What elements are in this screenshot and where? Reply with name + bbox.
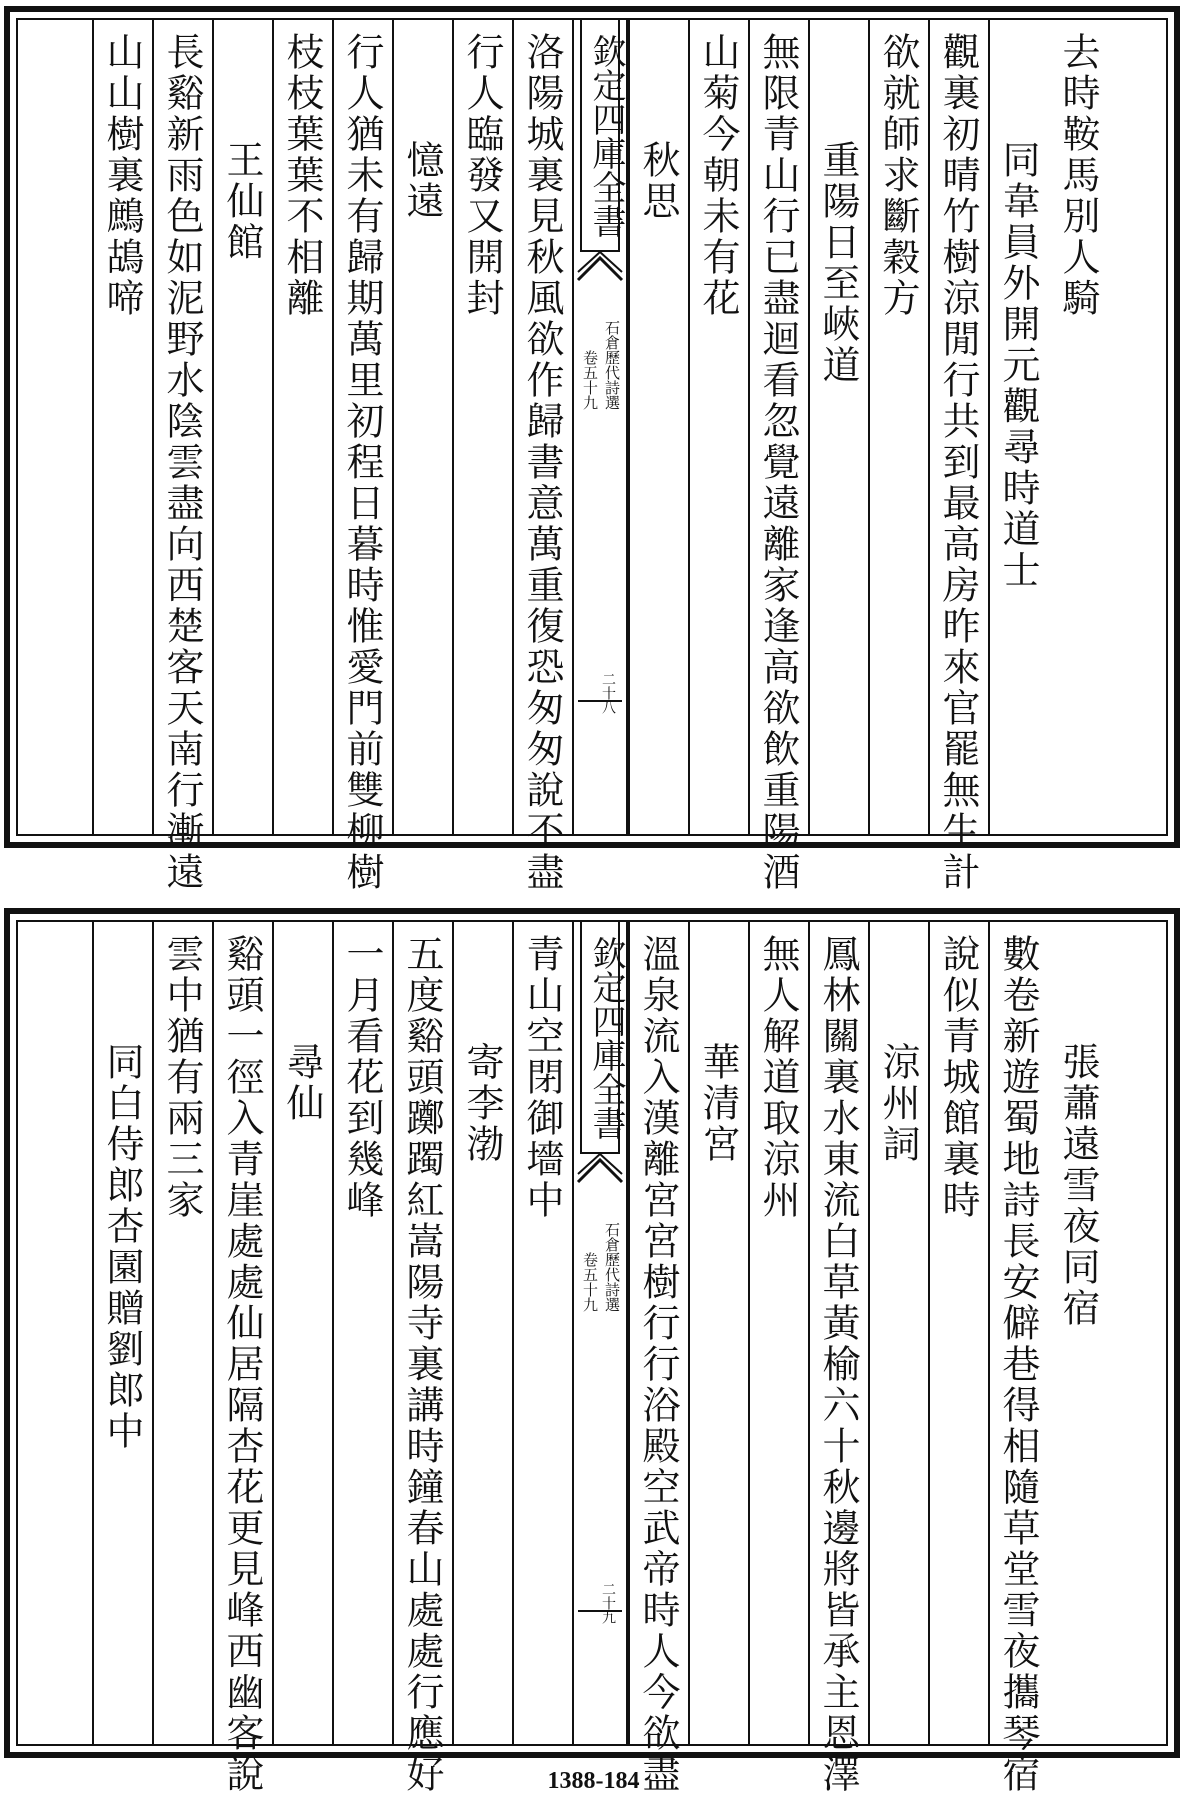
text-column: [988, 922, 1048, 1795]
text-column: [92, 20, 152, 834]
column-text: 觀裏初晴竹樹涼閒行共到最高房昨來官罷無生計: [936, 32, 980, 893]
text-column: [332, 922, 392, 1744]
column-text: 秋思: [636, 140, 680, 222]
column-text: 行人臨發又開封: [460, 32, 504, 319]
text-column: [272, 20, 332, 834]
text-column: [808, 922, 868, 1795]
fishtail-mark: [574, 252, 626, 282]
spine-title-box: [580, 922, 626, 1154]
text-column: [988, 20, 1048, 834]
column-text: 行人猶未有歸期萬里初程日暮時惟愛門前雙柳樹: [340, 32, 384, 893]
column-text: 王仙館: [220, 140, 264, 263]
column-text: 數卷新遊蜀地詩長安僻巷得相隨草堂雪夜攜琴宿: [996, 934, 1040, 1795]
column-text: 欲就師求斷穀方: [876, 32, 920, 319]
column-text: 寄李渤: [460, 1042, 504, 1165]
column-text: 無人解道取涼州: [756, 934, 800, 1221]
spine-leaf-number: 二十九: [600, 1582, 616, 1624]
column-text: 張蕭遠雪夜同宿: [1056, 1042, 1100, 1329]
column-text: 鳳林關裏水東流白草黃榆六十秋邊將皆承主恩澤: [816, 934, 860, 1795]
column-text: 山山樹裏鷓鴣啼: [100, 32, 144, 319]
column-text: 去時鞍馬別人騎: [1056, 32, 1100, 319]
spine-leaf-number: 二十八: [600, 672, 616, 714]
column-text: 谿頭一徑入青崖處處仙居隔杏花更見峰西幽客說: [220, 934, 264, 1795]
column-text: 憶遠: [400, 140, 444, 222]
text-column: [1048, 20, 1108, 834]
column-text: 雲中猶有兩三家: [160, 934, 204, 1221]
text-column: [868, 20, 928, 834]
spine-book-title: 石倉歷代詩選: [603, 320, 621, 410]
spine: [572, 922, 628, 1744]
spine: [572, 20, 628, 834]
spine-title-box: [580, 20, 626, 252]
spine-title: 欽定四庫全書: [586, 936, 626, 1140]
column-text: 洛陽城裏見秋風欲作歸書意萬重復恐匆匆說不盡: [520, 32, 564, 893]
text-column: [748, 20, 808, 893]
text-column: [212, 20, 272, 834]
text-column: [868, 922, 928, 1744]
top-page: [4, 6, 1180, 893]
column-text: 長谿新雨色如泥野水陰雲盡向西楚客天南行漸遠: [160, 32, 204, 893]
top-page-frame: [16, 18, 1168, 893]
text-column: [1048, 922, 1108, 1744]
column-text: 枝枝葉葉不相離: [280, 32, 324, 319]
column-text: 五度谿頭躑躅紅嵩陽寺裏講時鐘春山處處行應好: [400, 934, 444, 1795]
spine-volume: 卷五十九: [581, 1252, 599, 1312]
text-column: [152, 922, 212, 1744]
column-text: 華清宮: [696, 1042, 740, 1165]
text-column: [688, 922, 748, 1744]
column-text: 山菊今朝未有花: [696, 32, 740, 319]
text-column: [928, 922, 988, 1744]
text-column: [452, 922, 512, 1744]
text-column: [392, 20, 452, 834]
text-column: [452, 20, 512, 834]
column-text: 一月看花到幾峰: [340, 934, 384, 1221]
column-text: 涼州詞: [876, 1042, 920, 1165]
column-text: 同白侍郎杏園贈劉郎中: [100, 1042, 144, 1452]
spine-book-title: 石倉歷代詩選: [603, 1222, 621, 1312]
text-column: [272, 922, 332, 1744]
text-column: [92, 922, 152, 1744]
text-column: [152, 20, 212, 893]
text-column: [748, 922, 808, 1744]
column-text: 青山空閉御墻中: [520, 934, 564, 1221]
column-text: 重陽日至峽道: [816, 140, 860, 386]
column-text: 尋仙: [280, 1042, 324, 1124]
column-text: 無限青山行已盡迴看忽覺遠離家逢高欲飲重陽酒: [756, 32, 800, 893]
text-column: [928, 20, 988, 893]
spine-title: 欽定四庫全書: [586, 34, 626, 238]
text-column: [628, 922, 688, 1795]
text-column: [512, 922, 572, 1744]
text-column: [628, 20, 688, 834]
page-reference-number: 1388-184: [547, 1768, 640, 1794]
text-column: [392, 922, 452, 1795]
column-text: 同韋員外開元觀尋時道士: [996, 140, 1040, 591]
column-text: 溫泉流入漢離宮宮樹行行浴殿空武帝時人今欲盡: [636, 934, 680, 1795]
column-text: 說似青城館裏時: [936, 934, 980, 1221]
text-column: [332, 20, 392, 893]
text-column: [688, 20, 748, 834]
spine-volume: 卷五十九: [581, 350, 599, 410]
text-column: [808, 20, 868, 834]
text-column: [212, 922, 272, 1795]
fishtail-mark: [574, 1154, 626, 1184]
text-column: [512, 20, 572, 893]
